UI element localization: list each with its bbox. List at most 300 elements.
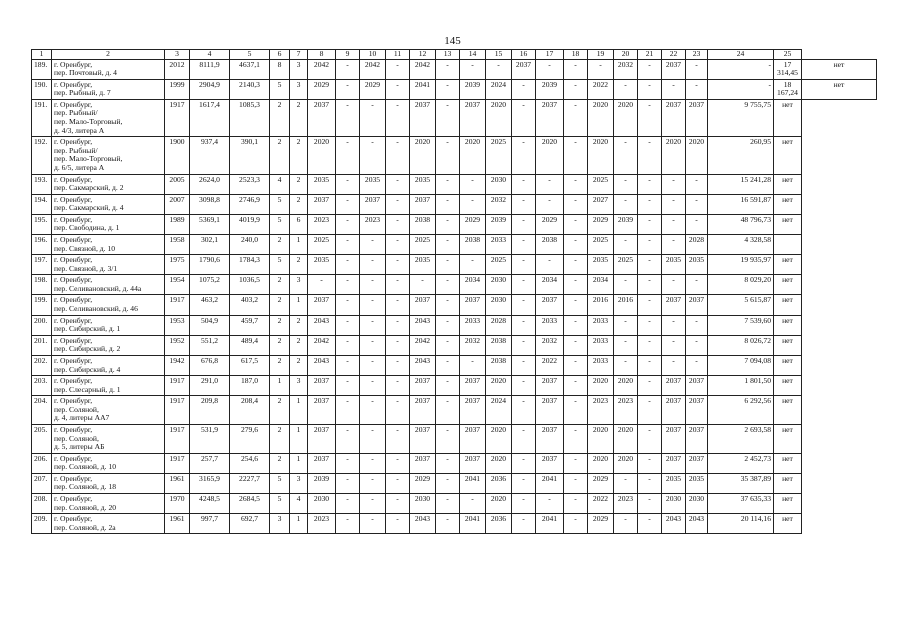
table-cell: - xyxy=(564,335,588,355)
address-line: д. 4/3, литера А xyxy=(54,125,105,135)
table-cell: - xyxy=(614,473,638,493)
address-line: пер. Почтовый, д. 4 xyxy=(54,68,117,78)
table-cell: 2020 xyxy=(614,424,638,453)
table-cell: - xyxy=(436,315,460,335)
address-cell xyxy=(52,335,165,355)
table-cell: - xyxy=(614,514,638,534)
table-cell: 2016 xyxy=(614,295,638,315)
table-cell: - xyxy=(336,315,360,335)
table-cell: 2038 xyxy=(486,335,512,355)
table-cell: - xyxy=(686,315,708,335)
table-cell: - xyxy=(512,355,536,375)
table-cell: 2037 xyxy=(536,295,564,315)
table-cell: 2037 xyxy=(686,99,708,136)
table-cell: 1790,6 xyxy=(190,255,230,275)
table-cell: - xyxy=(638,453,662,473)
table-cell: 2 xyxy=(290,137,308,174)
row-number: 202. xyxy=(32,355,52,375)
table-cell: 2624,0 xyxy=(190,174,230,194)
table-cell: 2012 xyxy=(165,59,190,79)
table-cell: 1970 xyxy=(165,494,190,514)
table-cell: - xyxy=(564,494,588,514)
column-header: 12 xyxy=(410,50,436,60)
address-line: г. Оренбург, xyxy=(54,376,93,386)
table-cell: 2037 xyxy=(662,59,686,79)
address-line: пер. Селивановский, д. 44а xyxy=(54,283,142,293)
table-cell: 2042 xyxy=(410,59,436,79)
table-cell: 2037 xyxy=(536,453,564,473)
table-cell: - xyxy=(386,355,410,375)
address-line: пер. Соляной, д. 20 xyxy=(54,502,117,512)
table-cell: 2023 xyxy=(308,514,336,534)
flag-cell: нет xyxy=(774,99,802,136)
table-cell: 1961 xyxy=(165,514,190,534)
table-cell: - xyxy=(564,234,588,254)
table-cell: - xyxy=(386,514,410,534)
table-cell: - xyxy=(686,335,708,355)
address-line: пер. Рыбный/ xyxy=(54,145,98,155)
table-cell: - xyxy=(360,376,386,396)
table-row xyxy=(32,315,877,335)
table-cell: 463,2 xyxy=(190,295,230,315)
table-cell: - xyxy=(512,137,536,174)
flag-cell: 17 314,45 xyxy=(774,59,802,79)
flag-cell: 18 167,24 xyxy=(774,79,802,99)
table-cell: - xyxy=(360,396,386,425)
address-cell xyxy=(52,424,165,453)
table-cell: 2033 xyxy=(588,355,614,375)
table-cell: 302,1 xyxy=(190,234,230,254)
table-cell: - xyxy=(336,295,360,315)
table-cell: 2034 xyxy=(460,275,486,295)
table-cell: - xyxy=(536,194,564,214)
table-cell: - xyxy=(436,453,460,473)
table-cell: 2032 xyxy=(614,59,638,79)
table-cell: 2037 xyxy=(410,376,436,396)
table-cell: - xyxy=(564,355,588,375)
table-cell: 1075,2 xyxy=(190,275,230,295)
table-cell: 8 xyxy=(270,59,290,79)
table-cell: 2036 xyxy=(486,473,512,493)
table-cell: 3 xyxy=(270,514,290,534)
cost-cell: 2 452,73 xyxy=(708,453,774,473)
table-cell: 2025 xyxy=(588,234,614,254)
flag-cell: нет xyxy=(774,295,802,315)
table-cell: 1952 xyxy=(165,335,190,355)
address-line: г. Оренбург, xyxy=(54,234,93,244)
cost-cell: - xyxy=(708,79,774,99)
column-header: 23 xyxy=(686,50,708,60)
table-cell: 2030 xyxy=(308,494,336,514)
table-cell: 997,7 xyxy=(190,514,230,534)
table-cell: - xyxy=(638,376,662,396)
table-cell: - xyxy=(360,255,386,275)
table-row xyxy=(32,275,877,295)
table-cell: 2037 xyxy=(308,194,336,214)
table-row xyxy=(32,137,877,174)
table-cell: - xyxy=(386,194,410,214)
address-line: пер. Свободина, д. 1 xyxy=(54,223,120,233)
column-header: 7 xyxy=(290,50,308,60)
address-line: пер. Сакмарский, д. 2 xyxy=(54,183,124,193)
table-cell: 2227,7 xyxy=(230,473,270,493)
table-cell: 2020 xyxy=(486,453,512,473)
table-cell: 2022 xyxy=(536,355,564,375)
table-cell: - xyxy=(638,494,662,514)
table-cell: 2 xyxy=(270,137,290,174)
table-cell: 3 xyxy=(290,376,308,396)
table-cell: 1958 xyxy=(165,234,190,254)
table-cell: - xyxy=(336,194,360,214)
table-cell: - xyxy=(638,315,662,335)
table-cell: 2032 xyxy=(536,335,564,355)
table-cell: - xyxy=(436,194,460,214)
cost-cell: 7 094,08 xyxy=(708,355,774,375)
table-cell: - xyxy=(336,473,360,493)
table-cell: 2020 xyxy=(460,137,486,174)
table-cell: 676,8 xyxy=(190,355,230,375)
table-cell: - xyxy=(410,275,436,295)
table-cell: 2037 xyxy=(308,453,336,473)
table-cell: 3165,9 xyxy=(190,473,230,493)
table-cell: - xyxy=(436,255,460,275)
table-cell: 2020 xyxy=(588,376,614,396)
table-cell: 5 xyxy=(270,255,290,275)
table-cell: 2039 xyxy=(486,214,512,234)
table-cell: 1 xyxy=(290,396,308,425)
table-cell: - xyxy=(436,376,460,396)
table-cell: 2037 xyxy=(308,396,336,425)
table-cell: - xyxy=(360,355,386,375)
table-cell: - xyxy=(512,234,536,254)
flag-cell: нет xyxy=(774,473,802,493)
address-line: г. Оренбург, xyxy=(54,194,93,204)
table-cell: 2041 xyxy=(460,514,486,534)
table-cell: - xyxy=(614,79,638,99)
table-cell: - xyxy=(436,174,460,194)
column-header: 19 xyxy=(588,50,614,60)
table-cell: 2024 xyxy=(486,396,512,425)
column-header: 20 xyxy=(614,50,638,60)
table-row xyxy=(32,335,877,355)
table-cell: - xyxy=(360,315,386,335)
table-cell: 2037 xyxy=(308,424,336,453)
table-cell: нет xyxy=(802,59,877,79)
table-cell: 2037 xyxy=(536,396,564,425)
table-cell: 3 xyxy=(290,473,308,493)
address-line: г. Оренбург, xyxy=(54,214,93,224)
table-cell: 2020 xyxy=(614,99,638,136)
cost-cell: 48 796,73 xyxy=(708,214,774,234)
table-row xyxy=(32,295,877,315)
table-cell: - xyxy=(564,194,588,214)
table-cell: 2020 xyxy=(686,137,708,174)
table-cell: - xyxy=(386,473,410,493)
address-cell xyxy=(52,453,165,473)
table-cell: - xyxy=(662,335,686,355)
table-cell: 291,0 xyxy=(190,376,230,396)
table-cell: 257,7 xyxy=(190,453,230,473)
table-cell: 2023 xyxy=(308,214,336,234)
table-cell: - xyxy=(436,234,460,254)
table-cell: 2038 xyxy=(410,214,436,234)
address-line: пер. Соляной, д. 2а xyxy=(54,522,116,532)
table-cell: - xyxy=(336,376,360,396)
column-header: 14 xyxy=(460,50,486,60)
table-cell: - xyxy=(512,376,536,396)
flag-cell: нет xyxy=(774,424,802,453)
table-cell: 2 xyxy=(270,295,290,315)
table-cell: - xyxy=(360,99,386,136)
table-cell: 2030 xyxy=(486,295,512,315)
table-cell: - xyxy=(460,255,486,275)
table-cell: 2020 xyxy=(588,453,614,473)
column-header: 5 xyxy=(230,50,270,60)
table-cell: - xyxy=(336,99,360,136)
flag-cell: нет xyxy=(774,355,802,375)
table-cell: 1942 xyxy=(165,355,190,375)
table-cell: - xyxy=(638,174,662,194)
address-line: г. Оренбург, xyxy=(54,315,93,325)
table-cell: - xyxy=(386,453,410,473)
table-cell: - xyxy=(436,59,460,79)
flag-cell xyxy=(774,234,802,254)
flag-cell: нет xyxy=(774,453,802,473)
table-cell: 1617,4 xyxy=(190,99,230,136)
table-row xyxy=(32,174,877,194)
column-header: 17 xyxy=(536,50,564,60)
table-cell: - xyxy=(386,315,410,335)
address-line: пер. Сибирский, д. 1 xyxy=(54,324,121,334)
table-cell: 3 xyxy=(290,275,308,295)
table-cell: 5 xyxy=(270,214,290,234)
table-cell: 4 xyxy=(290,494,308,514)
table-cell: 2 xyxy=(290,174,308,194)
table-cell: 2037 xyxy=(662,424,686,453)
table-cell: - xyxy=(360,453,386,473)
address-cell xyxy=(52,99,165,136)
address-line: г. Оренбург, xyxy=(54,335,93,345)
table-cell: - xyxy=(360,295,386,315)
table-cell: - xyxy=(686,194,708,214)
table-cell: 2023 xyxy=(360,214,386,234)
table-cell: 2 xyxy=(270,453,290,473)
table-cell: 2039 xyxy=(614,214,638,234)
table-cell: 1784,3 xyxy=(230,255,270,275)
table-row xyxy=(32,424,877,453)
table-cell: 187,0 xyxy=(230,376,270,396)
table-cell: 3098,8 xyxy=(190,194,230,214)
table-cell: - xyxy=(436,137,460,174)
table-cell: - xyxy=(360,137,386,174)
table-cell: - xyxy=(564,275,588,295)
table-cell: - xyxy=(436,214,460,234)
column-header: 22 xyxy=(662,50,686,60)
table-cell: - xyxy=(638,234,662,254)
table-cell: - xyxy=(564,396,588,425)
cost-cell: 7 539,60 xyxy=(708,315,774,335)
table-cell: 2 xyxy=(290,315,308,335)
table-cell: - xyxy=(386,275,410,295)
table-cell: 2029 xyxy=(410,473,436,493)
table-cell: 403,2 xyxy=(230,295,270,315)
table-cell: - xyxy=(662,275,686,295)
table-cell: 2 xyxy=(290,194,308,214)
column-header: 9 xyxy=(336,50,360,60)
table-cell: - xyxy=(386,255,410,275)
table-cell: - xyxy=(386,137,410,174)
table-cell: 2023 xyxy=(614,396,638,425)
row-number: 194. xyxy=(32,194,52,214)
table-cell: - xyxy=(614,174,638,194)
table-cell: 2037 xyxy=(308,99,336,136)
table-cell: 2037 xyxy=(410,396,436,425)
table-cell: - xyxy=(436,99,460,136)
table-cell: 1917 xyxy=(165,376,190,396)
table-cell: 2043 xyxy=(410,315,436,335)
table-cell: - xyxy=(512,214,536,234)
table-cell: - xyxy=(564,137,588,174)
column-header: 4 xyxy=(190,50,230,60)
table-cell: 551,2 xyxy=(190,335,230,355)
table-cell: - xyxy=(686,174,708,194)
table-row xyxy=(32,473,877,493)
table-cell: 1 xyxy=(290,453,308,473)
table-cell: - xyxy=(638,137,662,174)
address-line: пер. Селивановский, д. 46 xyxy=(54,304,138,314)
table-cell: - xyxy=(638,424,662,453)
table-cell: - xyxy=(512,514,536,534)
table-cell: 459,7 xyxy=(230,315,270,335)
row-number: 197. xyxy=(32,255,52,275)
table-row xyxy=(32,214,877,234)
table-cell: - xyxy=(336,79,360,99)
table-cell: 2035 xyxy=(662,255,686,275)
table-cell: 2039 xyxy=(536,79,564,99)
cost-cell: 260,95 xyxy=(708,137,774,174)
table-cell: 2020 xyxy=(614,376,638,396)
table-cell: - xyxy=(386,335,410,355)
table-cell: - xyxy=(614,275,638,295)
table-cell: 2037 xyxy=(662,453,686,473)
row-number: 206. xyxy=(32,453,52,473)
cost-cell: 6 292,56 xyxy=(708,396,774,425)
table-cell: - xyxy=(386,234,410,254)
table-cell: 2037 xyxy=(360,194,386,214)
table-row xyxy=(32,234,877,254)
table-cell: 1900 xyxy=(165,137,190,174)
table-cell: 2037 xyxy=(662,376,686,396)
table-cell: - xyxy=(386,376,410,396)
table-cell: - xyxy=(436,335,460,355)
cost-cell: 16 591,87 xyxy=(708,194,774,214)
table-cell: - xyxy=(336,275,360,295)
table-cell: 2 xyxy=(270,396,290,425)
table-cell: 2043 xyxy=(686,514,708,534)
table-cell: 2020 xyxy=(588,99,614,136)
table-cell: - xyxy=(614,194,638,214)
row-number: 196. xyxy=(32,234,52,254)
table-cell: 1961 xyxy=(165,473,190,493)
table-cell: 2037 xyxy=(410,194,436,214)
table-cell: 489,4 xyxy=(230,335,270,355)
table-row xyxy=(32,99,877,136)
table-cell: 2041 xyxy=(460,473,486,493)
table-cell: - xyxy=(564,99,588,136)
table-cell: 2029 xyxy=(308,79,336,99)
table-row xyxy=(32,453,877,473)
table-cell: 2 xyxy=(270,234,290,254)
row-number: 195. xyxy=(32,214,52,234)
table-cell: - xyxy=(436,494,460,514)
address-line: г. Оренбург, xyxy=(54,79,93,89)
page-number: 145 xyxy=(444,35,461,47)
table-cell: - xyxy=(686,79,708,99)
table-cell: - xyxy=(460,355,486,375)
table-cell: 2 xyxy=(270,315,290,335)
row-number: 207. xyxy=(32,473,52,493)
table-cell: - xyxy=(564,453,588,473)
address-cell xyxy=(52,79,165,99)
table-cell: 2041 xyxy=(536,514,564,534)
table-cell: - xyxy=(308,275,336,295)
table-cell: 692,7 xyxy=(230,514,270,534)
table-cell: - xyxy=(638,255,662,275)
table-cell: - xyxy=(686,214,708,234)
table-cell: 937,4 xyxy=(190,137,230,174)
table-cell: 2033 xyxy=(536,315,564,335)
table-cell: - xyxy=(436,295,460,315)
table-cell: 1917 xyxy=(165,453,190,473)
address-line: пер. Соляной, xyxy=(54,404,99,414)
flag-cell: нет xyxy=(774,335,802,355)
cost-cell: 8 026,72 xyxy=(708,335,774,355)
table-cell: 1917 xyxy=(165,99,190,136)
table-cell: 2035 xyxy=(410,174,436,194)
table-cell: 2037 xyxy=(662,99,686,136)
table-cell: 2034 xyxy=(536,275,564,295)
table-cell: 2 xyxy=(270,99,290,136)
table-cell: 2 xyxy=(270,424,290,453)
address-line: пер. Мало-Торговый, xyxy=(54,117,123,127)
table-cell: - xyxy=(336,396,360,425)
table-cell: 2035 xyxy=(360,174,386,194)
table-cell: 2042 xyxy=(410,335,436,355)
table-cell: - xyxy=(564,514,588,534)
table-cell: - xyxy=(386,396,410,425)
table-cell: 2032 xyxy=(486,194,512,214)
table-cell: 2035 xyxy=(308,174,336,194)
table-cell: 1953 xyxy=(165,315,190,335)
table-cell: - xyxy=(536,59,564,79)
cost-cell: 2 693,58 xyxy=(708,424,774,453)
table-cell: 2037 xyxy=(686,424,708,453)
table-cell: - xyxy=(336,494,360,514)
table-cell: - xyxy=(336,234,360,254)
cost-cell: 8 029,20 xyxy=(708,275,774,295)
address-cell xyxy=(52,355,165,375)
table-cell: 2038 xyxy=(536,234,564,254)
table-cell: 2037 xyxy=(410,295,436,315)
table-cell: 504,9 xyxy=(190,315,230,335)
table-cell: - xyxy=(436,355,460,375)
table-cell: 2022 xyxy=(588,494,614,514)
table-cell: - xyxy=(386,59,410,79)
table-cell: 2043 xyxy=(308,315,336,335)
table-cell: 2037 xyxy=(460,376,486,396)
table-cell: - xyxy=(512,396,536,425)
table-cell: 2030 xyxy=(662,494,686,514)
